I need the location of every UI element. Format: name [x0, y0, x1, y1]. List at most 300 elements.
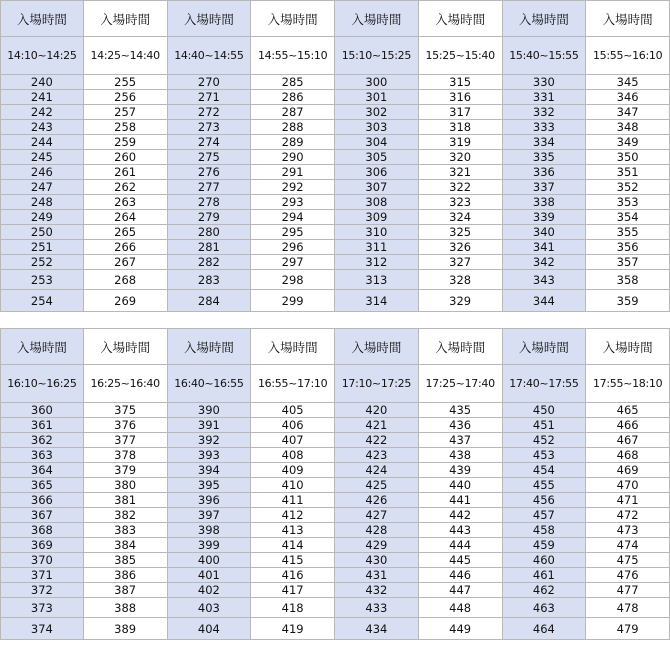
number-cell: 251 [0, 240, 84, 255]
number-cell: 425 [335, 478, 419, 493]
number-cell: 326 [419, 240, 503, 255]
time-slot-row [0, 37, 670, 75]
number-cell: 328 [419, 270, 503, 290]
time-slot-cell: 17:25~17:40 [419, 365, 503, 403]
number-cell: 355 [586, 225, 670, 240]
table-row [0, 433, 670, 448]
number-cell: 267 [84, 255, 168, 270]
number-cell: 372 [0, 583, 84, 598]
number-cell: 439 [419, 463, 503, 478]
time-slot-cell: 16:40~16:55 [168, 365, 252, 403]
number-cell: 365 [0, 478, 84, 493]
number-cell: 353 [586, 195, 670, 210]
number-cell: 311 [335, 240, 419, 255]
number-cell: 310 [335, 225, 419, 240]
number-cell: 361 [0, 418, 84, 433]
number-cell: 291 [251, 165, 335, 180]
number-cell: 336 [503, 165, 587, 180]
number-cell: 242 [0, 105, 84, 120]
number-cell: 303 [335, 120, 419, 135]
number-cell: 474 [586, 538, 670, 553]
table-row [0, 538, 670, 553]
number-cell: 413 [251, 523, 335, 538]
entry-time-label: 入場時間 [84, 328, 168, 365]
table-row [0, 75, 670, 90]
number-cell: 419 [251, 618, 335, 640]
number-cell: 402 [168, 583, 252, 598]
number-cell: 437 [419, 433, 503, 448]
number-cell: 352 [586, 180, 670, 195]
time-slot-cell: 17:55~18:10 [586, 365, 670, 403]
number-cell: 430 [335, 553, 419, 568]
number-cell: 347 [586, 105, 670, 120]
time-slot-cell: 14:25~14:40 [84, 37, 168, 75]
number-cell: 309 [335, 210, 419, 225]
number-cell: 450 [503, 403, 587, 418]
table-row [0, 240, 670, 255]
number-cell: 411 [251, 493, 335, 508]
table-row [0, 568, 670, 583]
number-cell: 376 [84, 418, 168, 433]
number-cell: 330 [503, 75, 587, 90]
number-cell: 346 [586, 90, 670, 105]
number-cell: 249 [0, 210, 84, 225]
number-cell: 340 [503, 225, 587, 240]
number-cell: 455 [503, 478, 587, 493]
number-cell: 279 [168, 210, 252, 225]
number-cell: 438 [419, 448, 503, 463]
number-cell: 321 [419, 165, 503, 180]
table-row [0, 583, 670, 598]
number-cell: 390 [168, 403, 252, 418]
number-cell: 285 [251, 75, 335, 90]
number-cell: 269 [84, 290, 168, 312]
number-cell: 298 [251, 270, 335, 290]
number-cell: 281 [168, 240, 252, 255]
number-cell: 416 [251, 568, 335, 583]
table-row [0, 418, 670, 433]
number-cell: 250 [0, 225, 84, 240]
time-slot-cell: 16:55~17:10 [251, 365, 335, 403]
entry-time-label: 入場時間 [419, 0, 503, 37]
number-cell: 262 [84, 180, 168, 195]
number-cell: 421 [335, 418, 419, 433]
number-cell: 399 [168, 538, 252, 553]
number-cell: 266 [84, 240, 168, 255]
number-cell: 475 [586, 553, 670, 568]
number-cell: 463 [503, 598, 587, 618]
number-cell: 379 [84, 463, 168, 478]
number-cell: 337 [503, 180, 587, 195]
table-row [0, 150, 670, 165]
table-row [0, 290, 670, 312]
number-cell: 293 [251, 195, 335, 210]
number-cell: 358 [586, 270, 670, 290]
number-cell: 447 [419, 583, 503, 598]
table-row [0, 618, 670, 640]
number-cell: 471 [586, 493, 670, 508]
number-cell: 429 [335, 538, 419, 553]
number-cell: 453 [503, 448, 587, 463]
number-cell: 248 [0, 195, 84, 210]
number-cell: 398 [168, 523, 252, 538]
number-cell: 426 [335, 493, 419, 508]
number-cell: 446 [419, 568, 503, 583]
entry-time-label: 入場時間 [586, 328, 670, 365]
table-row [0, 598, 670, 618]
table-row [0, 255, 670, 270]
number-cell: 420 [335, 403, 419, 418]
number-cell: 397 [168, 508, 252, 523]
number-cell: 324 [419, 210, 503, 225]
table-row [0, 195, 670, 210]
number-cell: 257 [84, 105, 168, 120]
number-cell: 468 [586, 448, 670, 463]
entry-time-label: 入場時間 [0, 328, 84, 365]
number-cell: 373 [0, 598, 84, 618]
number-cell: 329 [419, 290, 503, 312]
number-cell: 386 [84, 568, 168, 583]
entry-time-label: 入場時間 [251, 0, 335, 37]
number-cell: 286 [251, 90, 335, 105]
number-cell: 449 [419, 618, 503, 640]
number-cell: 443 [419, 523, 503, 538]
table-row [0, 403, 670, 418]
number-cell: 331 [503, 90, 587, 105]
number-cell: 479 [586, 618, 670, 640]
number-cell: 305 [335, 150, 419, 165]
number-cell: 344 [503, 290, 587, 312]
number-cell: 467 [586, 433, 670, 448]
number-cell: 477 [586, 583, 670, 598]
number-cell: 436 [419, 418, 503, 433]
number-cell: 334 [503, 135, 587, 150]
number-cell: 392 [168, 433, 252, 448]
number-cell: 371 [0, 568, 84, 583]
number-cell: 288 [251, 120, 335, 135]
number-cell: 263 [84, 195, 168, 210]
number-cell: 306 [335, 165, 419, 180]
number-cell: 261 [84, 165, 168, 180]
number-cell: 290 [251, 150, 335, 165]
number-cell: 342 [503, 255, 587, 270]
number-cell: 369 [0, 538, 84, 553]
number-cell: 297 [251, 255, 335, 270]
number-cell: 362 [0, 433, 84, 448]
entry-time-label: 入場時間 [335, 328, 419, 365]
time-slot-cell: 15:25~15:40 [419, 37, 503, 75]
number-cell: 374 [0, 618, 84, 640]
number-cell: 364 [0, 463, 84, 478]
number-cell: 252 [0, 255, 84, 270]
number-cell: 441 [419, 493, 503, 508]
number-cell: 428 [335, 523, 419, 538]
number-cell: 338 [503, 195, 587, 210]
number-cell: 423 [335, 448, 419, 463]
number-cell: 244 [0, 135, 84, 150]
number-cell: 243 [0, 120, 84, 135]
number-cell: 377 [84, 433, 168, 448]
entry-time-label: 入場時間 [168, 0, 252, 37]
number-cell: 254 [0, 290, 84, 312]
table-row [0, 553, 670, 568]
number-cell: 275 [168, 150, 252, 165]
number-cell: 368 [0, 523, 84, 538]
number-cell: 391 [168, 418, 252, 433]
number-cell: 349 [586, 135, 670, 150]
entry-time-label: 入場時間 [251, 328, 335, 365]
number-cell: 404 [168, 618, 252, 640]
number-cell: 319 [419, 135, 503, 150]
number-cell: 296 [251, 240, 335, 255]
number-cell: 367 [0, 508, 84, 523]
number-cell: 396 [168, 493, 252, 508]
number-cell: 258 [84, 120, 168, 135]
number-cell: 476 [586, 568, 670, 583]
number-cell: 241 [0, 90, 84, 105]
number-cell: 308 [335, 195, 419, 210]
number-cell: 431 [335, 568, 419, 583]
number-cell: 380 [84, 478, 168, 493]
number-cell: 320 [419, 150, 503, 165]
table-row [0, 90, 670, 105]
number-cell: 332 [503, 105, 587, 120]
number-cell: 427 [335, 508, 419, 523]
time-slot-cell: 14:40~14:55 [168, 37, 252, 75]
number-cell: 444 [419, 538, 503, 553]
time-slot-cell: 16:25~16:40 [84, 365, 168, 403]
number-cell: 295 [251, 225, 335, 240]
number-cell: 388 [84, 598, 168, 618]
number-cell: 378 [84, 448, 168, 463]
number-cell: 389 [84, 618, 168, 640]
number-cell: 445 [419, 553, 503, 568]
number-cell: 276 [168, 165, 252, 180]
number-cell: 345 [586, 75, 670, 90]
number-cell: 459 [503, 538, 587, 553]
number-cell: 246 [0, 165, 84, 180]
number-cell: 280 [168, 225, 252, 240]
table-row [0, 210, 670, 225]
number-cell: 323 [419, 195, 503, 210]
number-cell: 313 [335, 270, 419, 290]
entry-time-table-1 [0, 0, 670, 312]
time-slot-row [0, 365, 670, 403]
number-cell: 265 [84, 225, 168, 240]
table-row [0, 448, 670, 463]
number-cell: 366 [0, 493, 84, 508]
number-cell: 294 [251, 210, 335, 225]
number-cell: 472 [586, 508, 670, 523]
number-cell: 442 [419, 508, 503, 523]
time-slot-cell: 16:10~16:25 [0, 365, 84, 403]
number-cell: 418 [251, 598, 335, 618]
number-cell: 273 [168, 120, 252, 135]
entry-time-label: 入場時間 [586, 0, 670, 37]
number-cell: 357 [586, 255, 670, 270]
time-slot-cell: 17:40~17:55 [503, 365, 587, 403]
table-row [0, 478, 670, 493]
number-cell: 381 [84, 493, 168, 508]
table-row [0, 165, 670, 180]
number-cell: 333 [503, 120, 587, 135]
number-cell: 458 [503, 523, 587, 538]
number-cell: 393 [168, 448, 252, 463]
entry-time-label: 入場時間 [503, 328, 587, 365]
number-cell: 451 [503, 418, 587, 433]
number-cell: 464 [503, 618, 587, 640]
number-cell: 462 [503, 583, 587, 598]
number-cell: 385 [84, 553, 168, 568]
number-cell: 375 [84, 403, 168, 418]
number-cell: 270 [168, 75, 252, 90]
number-cell: 302 [335, 105, 419, 120]
number-cell: 356 [586, 240, 670, 255]
number-cell: 440 [419, 478, 503, 493]
number-cell: 253 [0, 270, 84, 290]
table-row [0, 508, 670, 523]
number-cell: 400 [168, 553, 252, 568]
number-cell: 456 [503, 493, 587, 508]
number-cell: 433 [335, 598, 419, 618]
number-cell: 292 [251, 180, 335, 195]
number-cell: 410 [251, 478, 335, 493]
number-cell: 434 [335, 618, 419, 640]
number-cell: 401 [168, 568, 252, 583]
number-cell: 304 [335, 135, 419, 150]
number-cell: 335 [503, 150, 587, 165]
number-cell: 395 [168, 478, 252, 493]
number-cell: 452 [503, 433, 587, 448]
entry-time-label: 入場時間 [335, 0, 419, 37]
number-cell: 387 [84, 583, 168, 598]
label-row [0, 328, 670, 365]
number-cell: 478 [586, 598, 670, 618]
number-cell: 469 [586, 463, 670, 478]
number-cell: 460 [503, 553, 587, 568]
table-row [0, 225, 670, 240]
number-cell: 278 [168, 195, 252, 210]
number-cell: 259 [84, 135, 168, 150]
number-cell: 360 [0, 403, 84, 418]
number-cell: 282 [168, 255, 252, 270]
number-cell: 299 [251, 290, 335, 312]
number-cell: 327 [419, 255, 503, 270]
label-row [0, 0, 670, 37]
number-cell: 406 [251, 418, 335, 433]
number-cell: 240 [0, 75, 84, 90]
number-cell: 348 [586, 120, 670, 135]
number-cell: 277 [168, 180, 252, 195]
number-cell: 394 [168, 463, 252, 478]
number-cell: 457 [503, 508, 587, 523]
number-cell: 301 [335, 90, 419, 105]
number-cell: 465 [586, 403, 670, 418]
time-slot-cell: 15:55~16:10 [586, 37, 670, 75]
time-slot-cell: 15:40~15:55 [503, 37, 587, 75]
entry-time-label: 入場時間 [419, 328, 503, 365]
number-cell: 255 [84, 75, 168, 90]
number-cell: 370 [0, 553, 84, 568]
time-slot-cell: 14:55~15:10 [251, 37, 335, 75]
number-cell: 260 [84, 150, 168, 165]
number-cell: 414 [251, 538, 335, 553]
number-cell: 274 [168, 135, 252, 150]
number-cell: 300 [335, 75, 419, 90]
table-row [0, 105, 670, 120]
number-cell: 317 [419, 105, 503, 120]
table-row [0, 523, 670, 538]
number-cell: 245 [0, 150, 84, 165]
number-cell: 473 [586, 523, 670, 538]
table-row [0, 493, 670, 508]
entry-time-label: 入場時間 [84, 0, 168, 37]
number-cell: 435 [419, 403, 503, 418]
number-cell: 407 [251, 433, 335, 448]
table-row [0, 120, 670, 135]
number-cell: 247 [0, 180, 84, 195]
number-cell: 382 [84, 508, 168, 523]
number-cell: 466 [586, 418, 670, 433]
number-cell: 322 [419, 180, 503, 195]
number-cell: 448 [419, 598, 503, 618]
table-row [0, 270, 670, 290]
number-cell: 409 [251, 463, 335, 478]
entry-time-label: 入場時間 [503, 0, 587, 37]
entry-time-label: 入場時間 [0, 0, 84, 37]
number-cell: 424 [335, 463, 419, 478]
number-cell: 268 [84, 270, 168, 290]
number-cell: 405 [251, 403, 335, 418]
number-cell: 312 [335, 255, 419, 270]
number-cell: 272 [168, 105, 252, 120]
table-row [0, 135, 670, 150]
number-cell: 415 [251, 553, 335, 568]
number-cell: 283 [168, 270, 252, 290]
number-cell: 318 [419, 120, 503, 135]
number-cell: 289 [251, 135, 335, 150]
number-cell: 287 [251, 105, 335, 120]
entry-time-label: 入場時間 [168, 328, 252, 365]
number-cell: 314 [335, 290, 419, 312]
number-cell: 384 [84, 538, 168, 553]
table-row [0, 180, 670, 195]
number-cell: 316 [419, 90, 503, 105]
number-cell: 271 [168, 90, 252, 105]
number-cell: 417 [251, 583, 335, 598]
table-row [0, 463, 670, 478]
number-cell: 461 [503, 568, 587, 583]
number-cell: 339 [503, 210, 587, 225]
number-cell: 470 [586, 478, 670, 493]
number-cell: 307 [335, 180, 419, 195]
number-cell: 351 [586, 165, 670, 180]
number-cell: 403 [168, 598, 252, 618]
number-cell: 359 [586, 290, 670, 312]
number-cell: 383 [84, 523, 168, 538]
number-cell: 315 [419, 75, 503, 90]
number-cell: 256 [84, 90, 168, 105]
number-cell: 341 [503, 240, 587, 255]
number-cell: 363 [0, 448, 84, 463]
time-slot-cell: 14:10~14:25 [0, 37, 84, 75]
number-cell: 343 [503, 270, 587, 290]
number-cell: 325 [419, 225, 503, 240]
number-cell: 422 [335, 433, 419, 448]
number-cell: 264 [84, 210, 168, 225]
number-cell: 408 [251, 448, 335, 463]
entry-time-table-2 [0, 328, 670, 640]
